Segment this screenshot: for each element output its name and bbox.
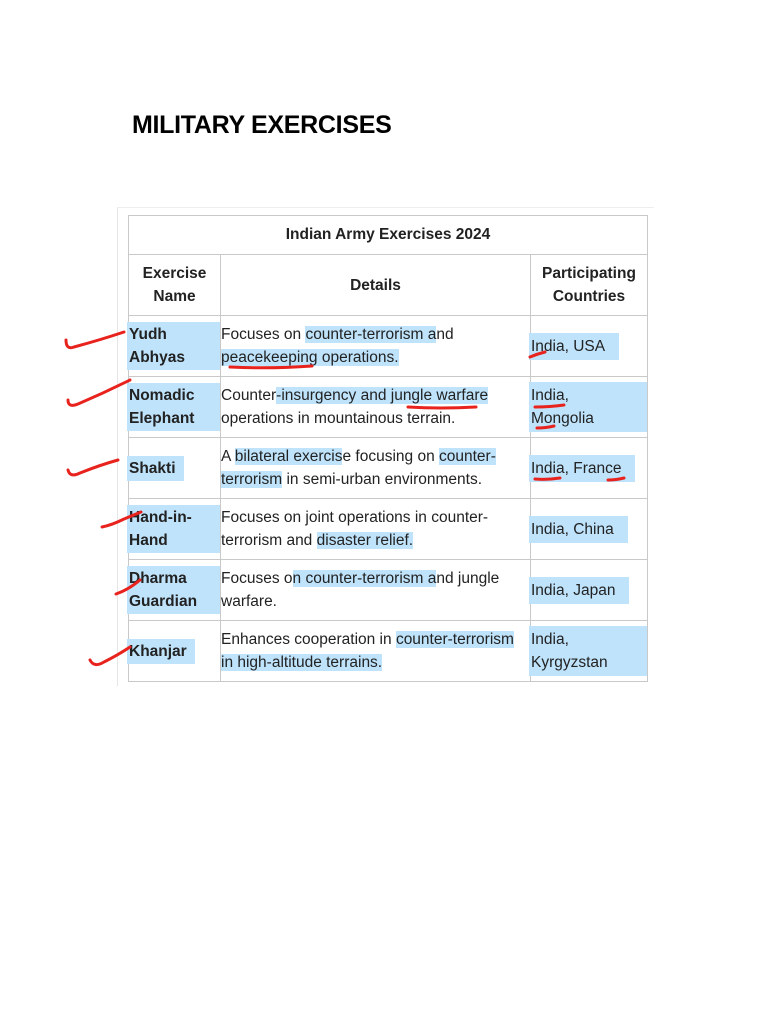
check-mark-icon xyxy=(68,460,118,475)
participating-countries: India, Kyrgyzstan xyxy=(529,626,647,676)
page-title: MILITARY EXERCISES xyxy=(132,111,392,139)
exercise-name: Shakti xyxy=(127,456,184,481)
table-caption: Indian Army Exercises 2024 xyxy=(129,216,648,255)
exercise-details: Focuses on joint operations in counter-terrorism and disaster relief. xyxy=(221,499,531,560)
exercise-details: Enhances cooperation in counter-terrorism in high-altitude terrains. xyxy=(221,621,531,682)
participating-countries: India, Mongolia xyxy=(529,382,647,432)
table-row xyxy=(129,621,648,682)
table-row xyxy=(129,438,648,499)
exercise-details: Focuses on counter-terrorism and jungle warfare. xyxy=(221,560,531,621)
table-row xyxy=(129,316,648,377)
participating-countries: India, Japan xyxy=(529,577,629,604)
exercises-table-image xyxy=(117,207,654,686)
exercise-name: Yudh Abhyas xyxy=(127,322,220,370)
header-participating-countries: Participating Countries xyxy=(531,255,648,316)
exercise-name: Dharma Guardian xyxy=(127,566,220,614)
exercise-name: Khanjar xyxy=(127,639,195,664)
exercise-details: Counter-insurgency and jungle warfare operations in mountainous terrain. xyxy=(221,377,531,438)
exercise-name: Hand-in-Hand xyxy=(127,505,220,553)
check-mark-icon xyxy=(66,332,124,348)
exercise-name: Nomadic Elephant xyxy=(127,383,220,431)
participating-countries: India, China xyxy=(529,516,628,543)
participating-countries: India, France xyxy=(529,455,635,482)
exercises-table xyxy=(128,215,648,682)
exercise-details: A bilateral exercise focusing on counter-terrorism in semi-urban environments. xyxy=(221,438,531,499)
header-details: Details xyxy=(221,255,531,316)
header-exercise-name: Exercise Name xyxy=(129,255,221,316)
table-row xyxy=(129,499,648,560)
table-row xyxy=(129,560,648,621)
exercise-details: Focuses on counter-terrorism and peacekeeping operations. xyxy=(221,316,531,377)
participating-countries: India, USA xyxy=(529,333,619,360)
table-row xyxy=(129,377,648,438)
